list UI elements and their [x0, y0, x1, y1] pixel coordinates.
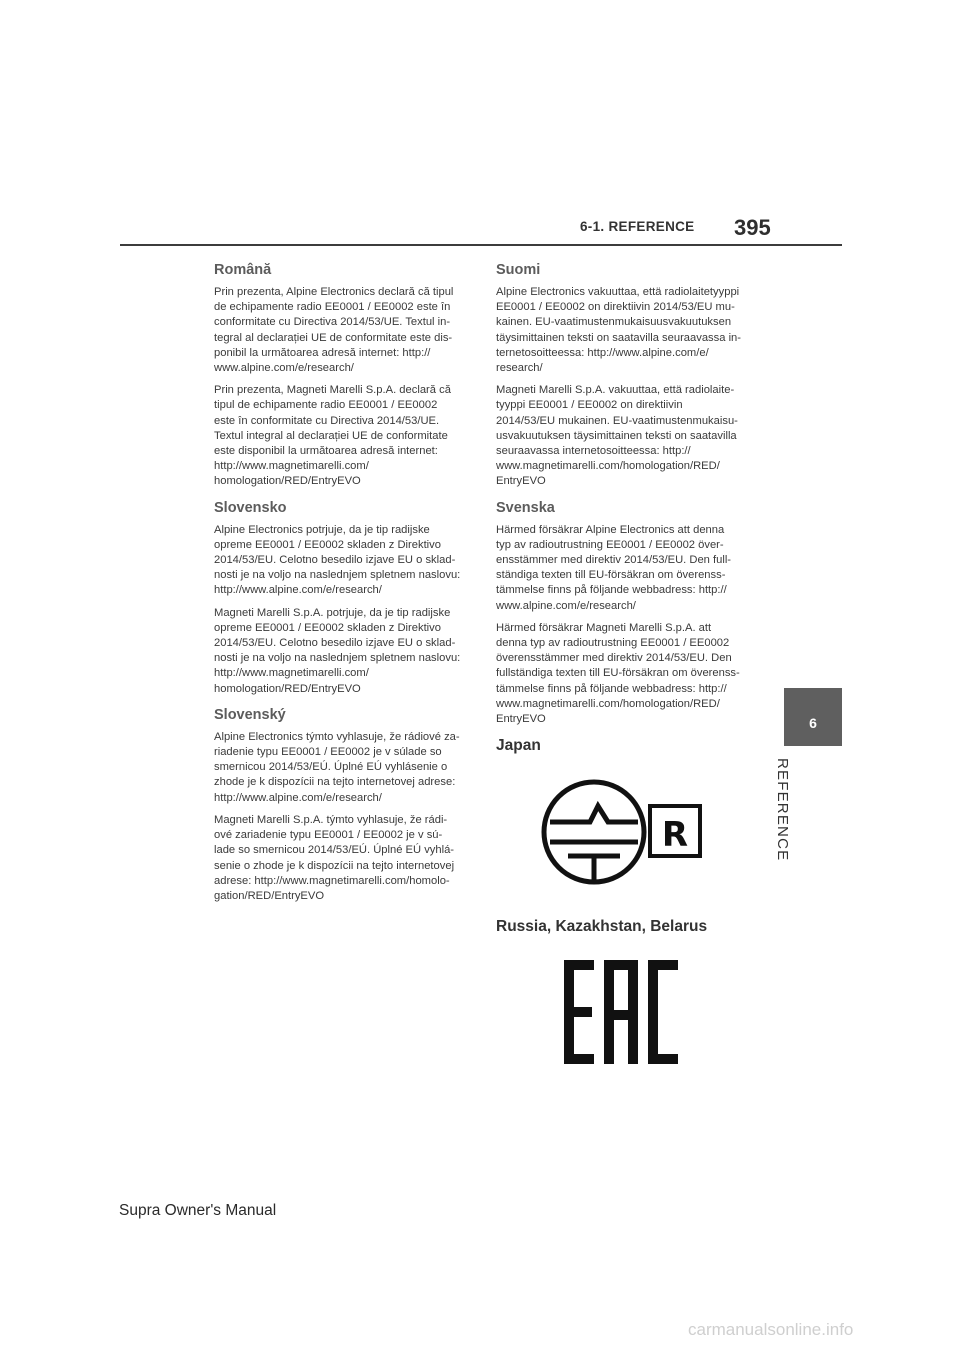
section-slovensko — [214, 500, 476, 697]
paragraph: Magneti Marelli S.p.A. potrjuje, da je tip radijske opreme EE0001 / EE0002 skladen z Direktivo 2014/53/EU. Celotno besedilo izjave EU o sklad- nosti je na voljo na naslednjem spletnem naslovu: http://www.magnetimarelli.com/ homologation/RED/EntryEVO — [214, 606, 461, 695]
paragraph: Alpine Electronics potrjuje, da je tip radijske opreme EE0001 / EE0002 skladen z Direktivo 2014/53/EU. Celotno besedilo izjave EU o sklad- nosti je na voljo na naslednjem spletnem naslovu: http://www.alpine.com/e/research/ — [214, 523, 461, 597]
paragraph: Prin prezenta, Magneti Marelli S.p.A. declară că tipul de echipamente radio EE0001 / EE0002 este în conformitate cu Directiva 2014/53/UE. Textul integral al declarației UE de conformitate este disponibil la următoarea adresă internet: http://www.magnetimarelli.com/ homologation/RED/EntryEVO — [214, 384, 451, 488]
paragraph: Alpine Electronics vakuuttaa, että radiolaitetyyppi EE0001 / EE0002 on direktiivin 2014/53/EU mu- kainen. EU-vaatimustenmukaisuusvakuutuksen täysimittainen teksti on saatavilla seuraavassa in- ternetosoitteessa: http://www.alpine.com/e/ research/ — [496, 286, 741, 375]
paragraph: Prin prezenta, Alpine Electronics declară că tipul de echipamente radio EE0001 / EE0002 este în conformitate cu Directiva 2014/53/UE. Textul in- tegral al declarației UE de conformitate este dis- ponibil la următoarea adresă internet: http:// www.alpine.com/e/research/ — [214, 286, 454, 375]
r-mark-letter: R — [661, 815, 689, 855]
section-romana — [214, 262, 476, 490]
watermark: carmanualsonline.info — [688, 1320, 854, 1339]
chapter-label: REFERENCE — [774, 758, 791, 862]
heading-svenska: Svenska — [496, 499, 555, 516]
eac-certification-mark — [562, 958, 680, 1066]
section-suomi — [496, 262, 758, 490]
giteki-mark-icon — [544, 782, 644, 882]
section-title: 6-1. REFERENCE — [580, 219, 695, 234]
paragraph: Magneti Marelli S.p.A. týmto vyhlasuje, že rádi- ové zariadenie typu EE0001 / EE0002 je v sú- lade so smernicou 2014/53/EÚ. Úplné EÚ vyhlá- senie o zhode je k dispozícii na tejto internetovej adrese: http://www.magnetimarelli.com/homolo- gation/RED/EntryEVO — [214, 813, 455, 902]
chapter-label-wrap — [774, 758, 814, 862]
heading-japan: Japan — [496, 737, 541, 755]
paragraph: Magneti Marelli S.p.A. vakuuttaa, että radiolaite- tyyppi EE0001 / EE0002 on direktiivin 2014/53/EU mukainen. EU-vaatimustenmukaisu- usvakuutuksen täysimittainen teksti on saatavilla seuraavassa internetosoitteessa: http:// www.magnetimarelli.com/homologation/RED/ EntryEVO — [496, 384, 738, 488]
japan-certification-mark — [538, 776, 708, 894]
section-svenska — [496, 500, 758, 728]
paragraph: Alpine Electronics týmto vyhlasuje, že rádiové za- riadenie typu EE0001 / EE0002 je v súlade so smernicou 2014/53/EÚ. Úplné EÚ vyhlásenie o zhode je k dispozícii na tejto internetovej adrese: http://www.alpine.com/e/research/ — [214, 730, 460, 804]
header-rule — [120, 244, 842, 246]
heading-eac-region: Russia, Kazakhstan, Belarus — [496, 918, 708, 935]
heading-slovensko: Slovensko — [214, 499, 287, 516]
page-number: 395 — [734, 215, 771, 240]
left-column — [214, 262, 476, 914]
section-slovensky — [214, 707, 476, 904]
right-column — [496, 262, 758, 755]
chapter-tab[interactable]: 6 — [784, 688, 842, 746]
heading-romana: Română — [214, 262, 272, 278]
heading-slovensky: Slovenský — [214, 706, 286, 723]
paragraph: Härmed försäkrar Alpine Electronics att denna typ av radioutrustning EE0001 / EE0002 över- ensstämmer med direktiv 2014/53/EU. Den full- ständiga texten till EU-försäkran om överenss- tämmelse finns på följande webbadress: http:// www.alpine.com/e/research/ — [496, 523, 732, 612]
manual-title: Supra Owner's Manual — [119, 1202, 277, 1219]
heading-suomi: Suomi — [496, 262, 541, 278]
eac-mark-icon — [564, 960, 678, 1064]
paragraph: Härmed försäkrar Magneti Marelli S.p.A. att denna typ av radioutrustning EE0001 / EE0002 överensstämmer med direktiv 2014/53/EU. Den fullständiga texten till EU-försäkran om överenss- tämmelse finns på följande webbadress: http:// www.magnetimarelli.com/homologation/RED/ EntryEVO — [496, 621, 740, 726]
